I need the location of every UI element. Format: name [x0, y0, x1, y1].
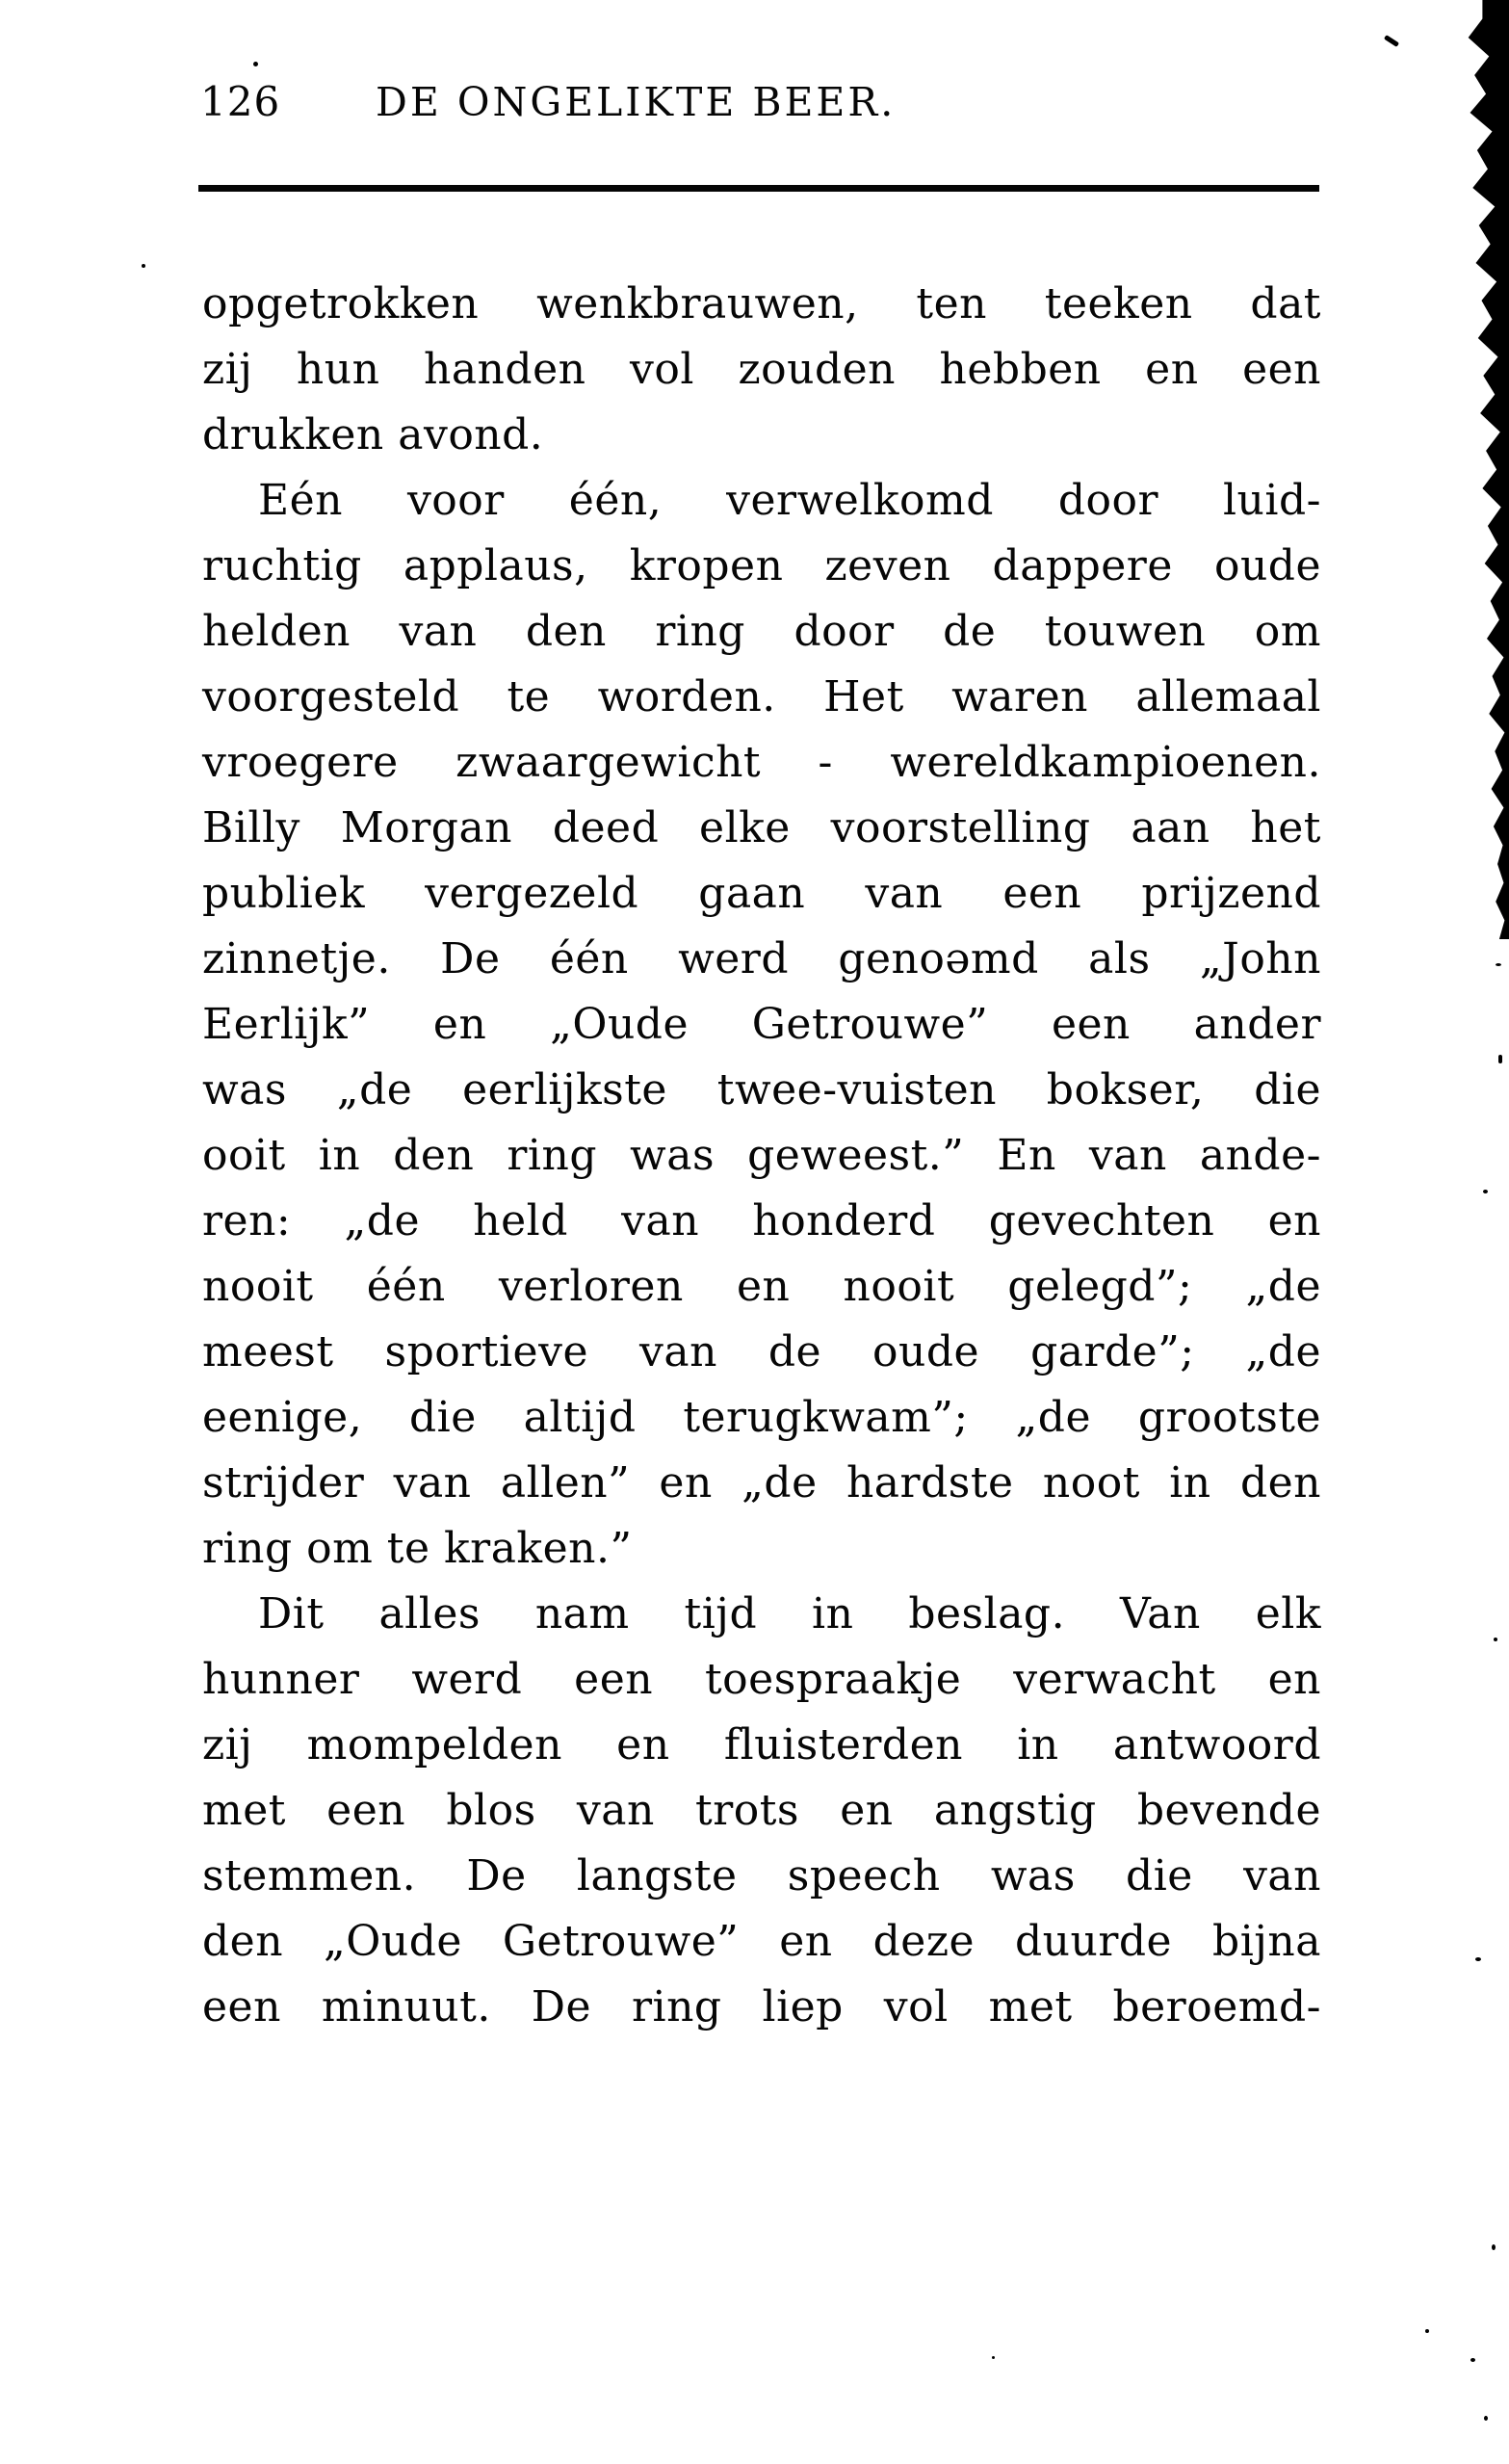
text-line: den „Oude Getrouwe” en deze duurde bijna	[202, 1917, 1321, 1966]
text-line: Eén voor één, verwelkomd door luid-	[258, 476, 1321, 525]
scan-speck	[1496, 963, 1501, 966]
text-line: zinnetje. De één werd genoəmd als „John	[202, 934, 1321, 983]
text-line: zij mompelden en fluisterden in antwoord	[202, 1720, 1321, 1769]
page-number: 126	[200, 78, 281, 125]
text-line: stemmen. De langste speech was die van	[202, 1851, 1321, 1900]
text-line: Billy Morgan deed elke voorstelling aan het	[202, 803, 1321, 852]
scan-speck	[1492, 2244, 1496, 2250]
scan-speck	[1475, 1957, 1481, 1961]
header-rule	[198, 185, 1319, 192]
text-line: Dit alles nam tijd in beslag. Van elk	[258, 1589, 1321, 1638]
text-line: was „de eerlijkste twee-vuisten bokser, die	[202, 1065, 1321, 1114]
text-line: helden van den ring door de touwen om	[202, 607, 1321, 656]
text-line: voorgesteld te worden. Het waren allemaal	[202, 672, 1321, 721]
running-title: DE ONGELIKTE BEER.	[376, 79, 897, 125]
scan-speck	[142, 264, 145, 268]
scan-speck	[992, 2356, 995, 2359]
text-line: drukken avond.	[202, 410, 544, 459]
text-line: ooit in den ring was geweest.” En van ande-	[202, 1131, 1321, 1180]
text-line: met een blos van trots en angstig bevende	[202, 1786, 1321, 1835]
body-text	[202, 272, 1321, 2040]
text-line: Eerlijk” en „Oude Getrouwe” een ander	[202, 1000, 1321, 1049]
scan-speck	[253, 62, 258, 66]
text-line: ring om te kraken.”	[202, 1524, 633, 1573]
text-line: ruchtig applaus, kropen zeven dappere oude	[202, 541, 1321, 590]
text-line: ren: „de held van honderd gevechten en	[202, 1196, 1321, 1245]
text-line: meest sportieve van de oude garde”; „de	[202, 1327, 1321, 1376]
text-line: publiek vergezeld gaan van een prijzend	[202, 869, 1321, 918]
text-line: hunner werd een toespraakje verwacht en	[202, 1655, 1321, 1704]
text-line: opgetrokken wenkbrauwen, ten teeken dat	[202, 279, 1321, 328]
text-line: eenige, die altijd terugkwam”; „de grootste	[202, 1393, 1321, 1442]
scan-speck	[1384, 35, 1399, 47]
scan-speck	[1484, 2416, 1488, 2421]
text-line: een minuut. De ring liep vol met beroemd-	[202, 1982, 1321, 2031]
scan-speck	[1498, 1055, 1502, 1063]
scan-speck	[1470, 2358, 1475, 2362]
scan-speck	[1494, 1638, 1497, 1641]
scan-speck	[1425, 2329, 1429, 2333]
text-line: zij hun handen vol zouden hebben en een	[202, 345, 1321, 394]
scan-edge-artifact	[1465, 0, 1509, 939]
text-line: strijder van allen” en „de hardste noot in den	[202, 1458, 1321, 1507]
scan-speck	[1483, 1190, 1488, 1193]
text-line: vroegere zwaargewicht - wereldkampioenen.	[202, 738, 1321, 787]
text-line: nooit één verloren en nooit gelegd”; „de	[202, 1262, 1321, 1311]
